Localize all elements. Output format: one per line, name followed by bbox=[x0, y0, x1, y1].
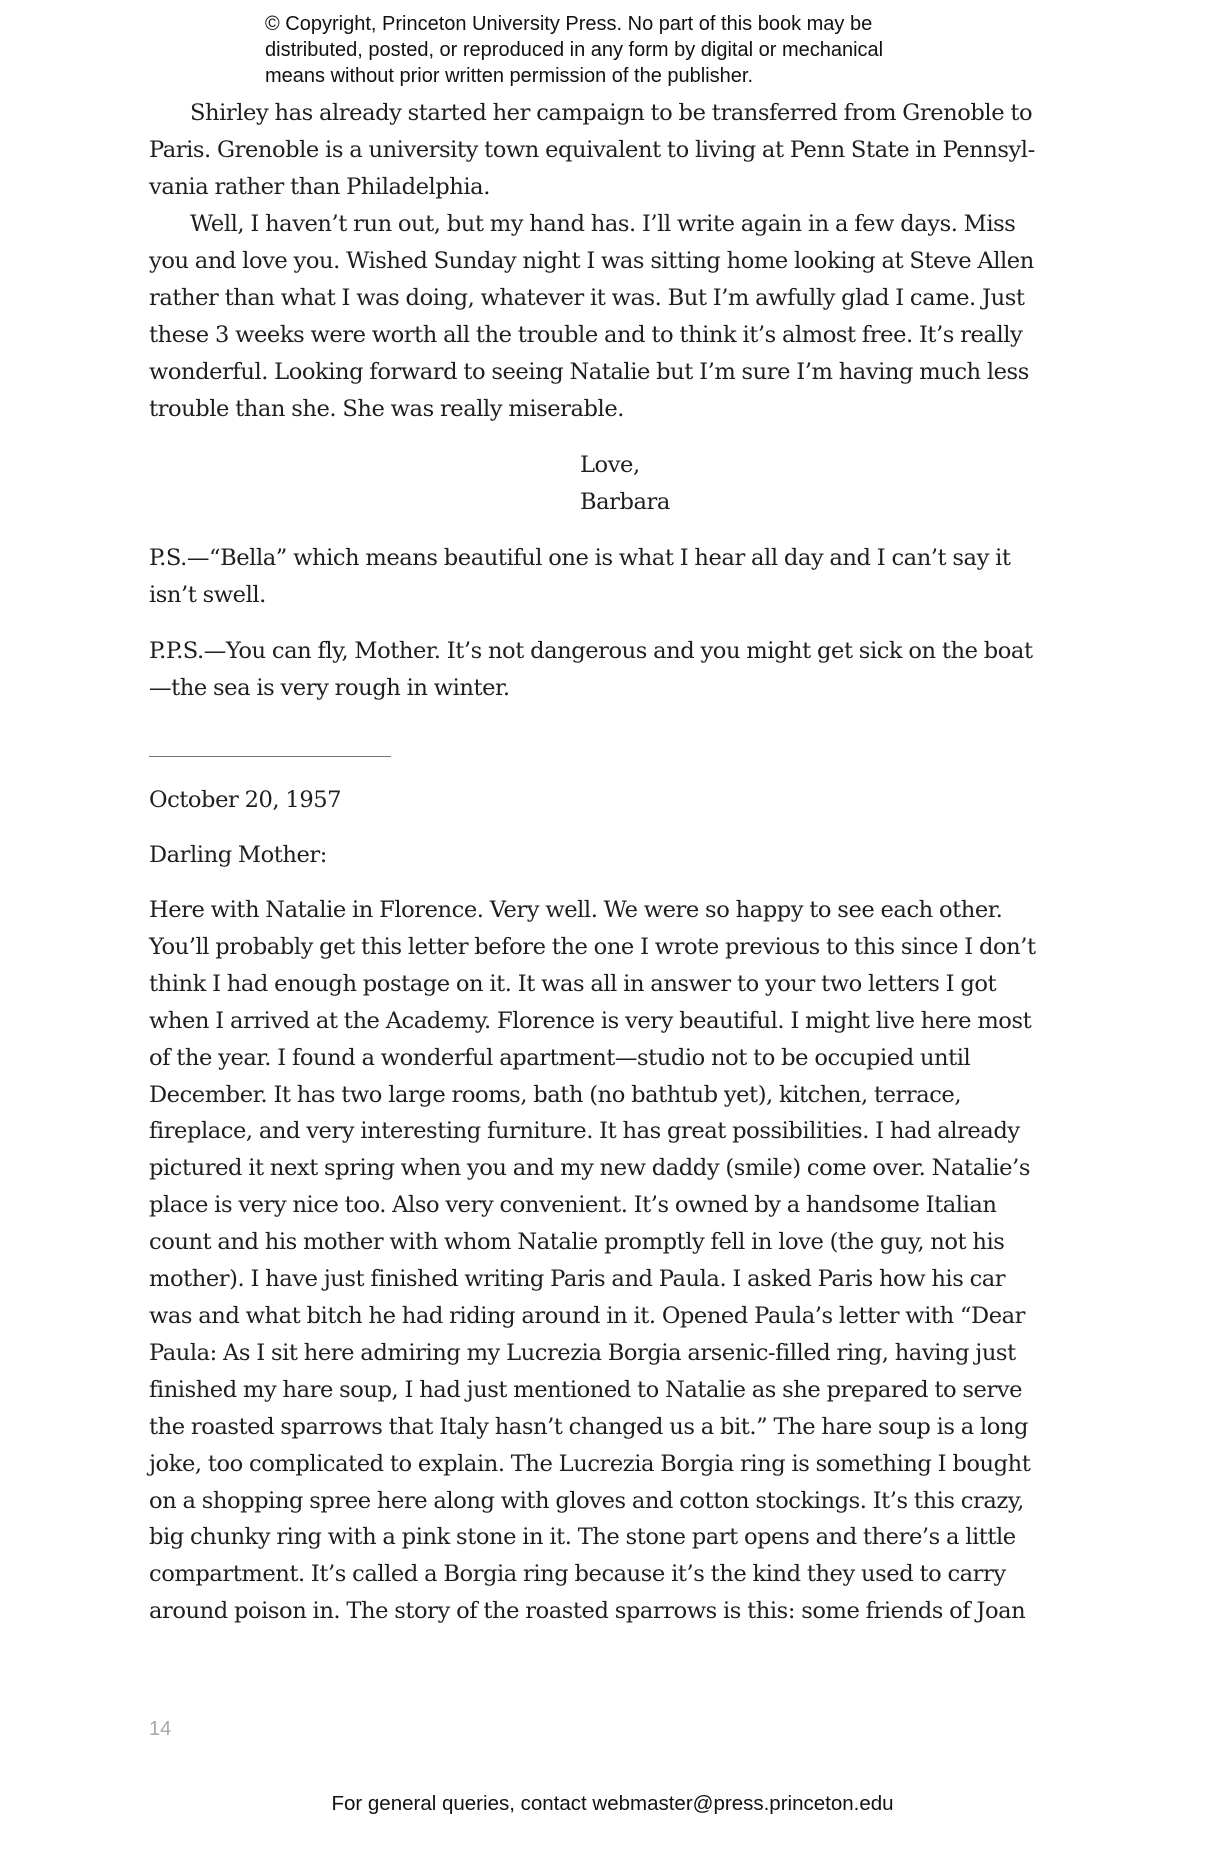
footer-contact: For general queries, contact webmaster@press.princeton.edu bbox=[331, 1792, 894, 1815]
letter2-date: October 20, 1957 bbox=[149, 787, 342, 813]
post-postscript-text: P.P.S.—You can fly, Mother. It’s not dangerous and you might get sick on the boat—the sea is very rough in winter. bbox=[149, 638, 1033, 701]
post-postscript bbox=[149, 633, 1049, 707]
letter2-body-text: Here with Natalie in Florence. Very well. We were so happy to see each other. You’ll probably get this letter before the one I wrote previous to this since I don’t think I had enough postage on it. It was all in answer to your two letters I got when I arrived at the Academy. Florence is very beautiful. I might live here most of the year. I found a wonderful apartment—studio not to be occupied until December. It has two large rooms, bath (no bathtub yet), kitchen, terrace, fireplace, and very interesting furniture. It has great possibilities. I had already pictured it next spring when you and my new daddy (smile) come over. Natalie’s place is very nice too. Also very convenient. It’s owned by a handsome Italian count and his mother with whom Natalie promptly fell in love (the guy, not his mother). I have just finished writing Paris and Paula. I asked Paris how his car was and what bitch he had riding around in it. Opened Paula’s letter with “Dear Paula: As I sit here admiring my Lucrezia Borgia arsenic-filled ring, having just finished my hare soup, I had just mentioned to Natalie as she prepared to serve the roasted sparrows that Italy hasn’t changed us a bit.” The hare soup is a long joke, too complicated to explain. The Lucrezia Borgia ring is something I bought on a shopping spree here along with gloves and cotton stockings. It’s this crazy, big chunky ring with a pink stone in it. The stone part opens and there’s a little compartment. It’s called a Borgia ring because it’s the kind they used to carry around poison in. The story of the roasted sparrows is this: some friends of Joan bbox=[149, 897, 1036, 1625]
postscript bbox=[149, 540, 1049, 614]
paragraph-text: Well, I haven’t run out, but my hand has. I’ll write again in a few days. Miss you and love you. Wished Sunday night I was sitting home looking at Steve Allen rather than what I was doing, whatever it was. But I’m awfully glad I came. Just these 3 weeks were worth all the trouble and to think it’s almost free. It’s really wonderful. Looking forward to seeing Natalie but I’m sure I’m having much less trouble than she. She was really miserable. bbox=[149, 211, 1034, 422]
closing-line: Love, bbox=[580, 452, 640, 478]
page-number: 14 bbox=[149, 1718, 172, 1740]
letter2-body bbox=[149, 892, 1049, 1630]
letter1-closing-block bbox=[580, 447, 670, 521]
copyright-notice: © Copyright, Princeton University Press. No part of this book may be distributed, posted, or reproduced in any form by digital or mechanical means without prior written permission of the publisher. bbox=[265, 13, 884, 87]
letter1-paragraph-2 bbox=[149, 206, 1049, 427]
paragraph-text: Shirley has already started her campaign to be transferred from Grenoble to Paris. Grenoble is a university town equivalent to living at Penn State in Pennsylvania rather than Philadelphia. bbox=[149, 100, 1036, 200]
section-divider bbox=[149, 756, 391, 757]
signature: Barbara bbox=[580, 489, 670, 515]
letter1-paragraph-1 bbox=[149, 95, 1049, 206]
postscript-text: P.S.—“Bella” which means beautiful one is what I hear all day and I can’t say it isn’t swell. bbox=[149, 545, 1011, 608]
letter2-salutation: Darling Mother: bbox=[149, 842, 327, 868]
